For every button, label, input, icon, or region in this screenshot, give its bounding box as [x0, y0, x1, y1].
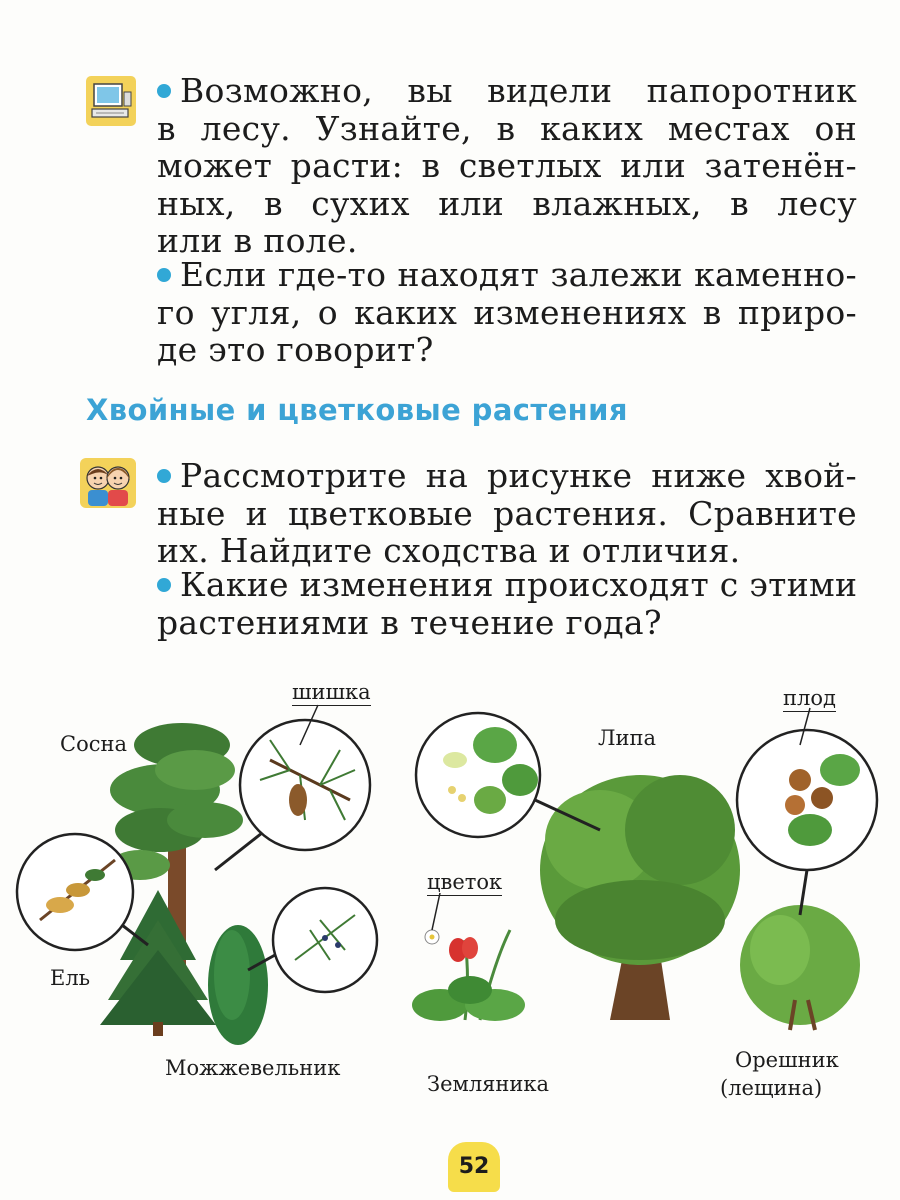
cone-zoom-circle [240, 720, 370, 850]
text-line: или в поле. [157, 221, 358, 260]
text-line: Какие изменения происходят с этими [157, 566, 857, 604]
text-line: может расти: в светлых или затенён- [157, 146, 857, 185]
text-line: Рассмотрите на рисунке ниже хвой- [157, 457, 857, 495]
juniper-bush [208, 925, 268, 1045]
label-juniper: Можжевельник [165, 1056, 341, 1080]
section-heading: Хвойные и цветковые растения [86, 393, 628, 427]
label-hazel-alt: (лещина) [720, 1076, 823, 1100]
pointer-line [215, 833, 262, 870]
text-line: де это говорит? [157, 330, 434, 369]
text-line: Если где-то находят залежи каменно- [157, 256, 857, 294]
strawberry-plant [412, 930, 525, 1021]
text-line: Возможно, вы видели папоротник [157, 72, 857, 110]
spruce-zoom-circle [17, 834, 133, 950]
label-hazel: Орешник [735, 1048, 839, 1072]
label-flower: цветок [427, 870, 503, 894]
label-fruit: плод [783, 686, 836, 710]
text-line: ные и цветковые растения. Сравните [157, 493, 857, 533]
juniper-zoom-circle [273, 888, 377, 992]
linden-zoom-circle [416, 713, 540, 837]
label-cone: шишка [292, 680, 371, 704]
text-line: их. Найдите сходства и отличия. [157, 531, 741, 570]
hazelnut-zoom-circle [737, 730, 877, 870]
text-line: го угля, о каких изменениях в приро- [157, 292, 857, 332]
linden-tree [540, 775, 740, 1020]
page-number: 52 [448, 1142, 500, 1192]
label-strawberry: Земляника [427, 1072, 550, 1096]
label-linden: Липа [598, 726, 657, 750]
text-line: растениями в течение года? [157, 602, 662, 642]
text-line: в лесу. Узнайте, в каких местах он [157, 108, 857, 148]
label-spruce: Ель [50, 966, 91, 990]
label-pine: Сосна [60, 732, 127, 756]
hazel-bush [740, 905, 860, 1030]
text-line: ных, в сухих или влажных, в лесу [157, 183, 857, 223]
